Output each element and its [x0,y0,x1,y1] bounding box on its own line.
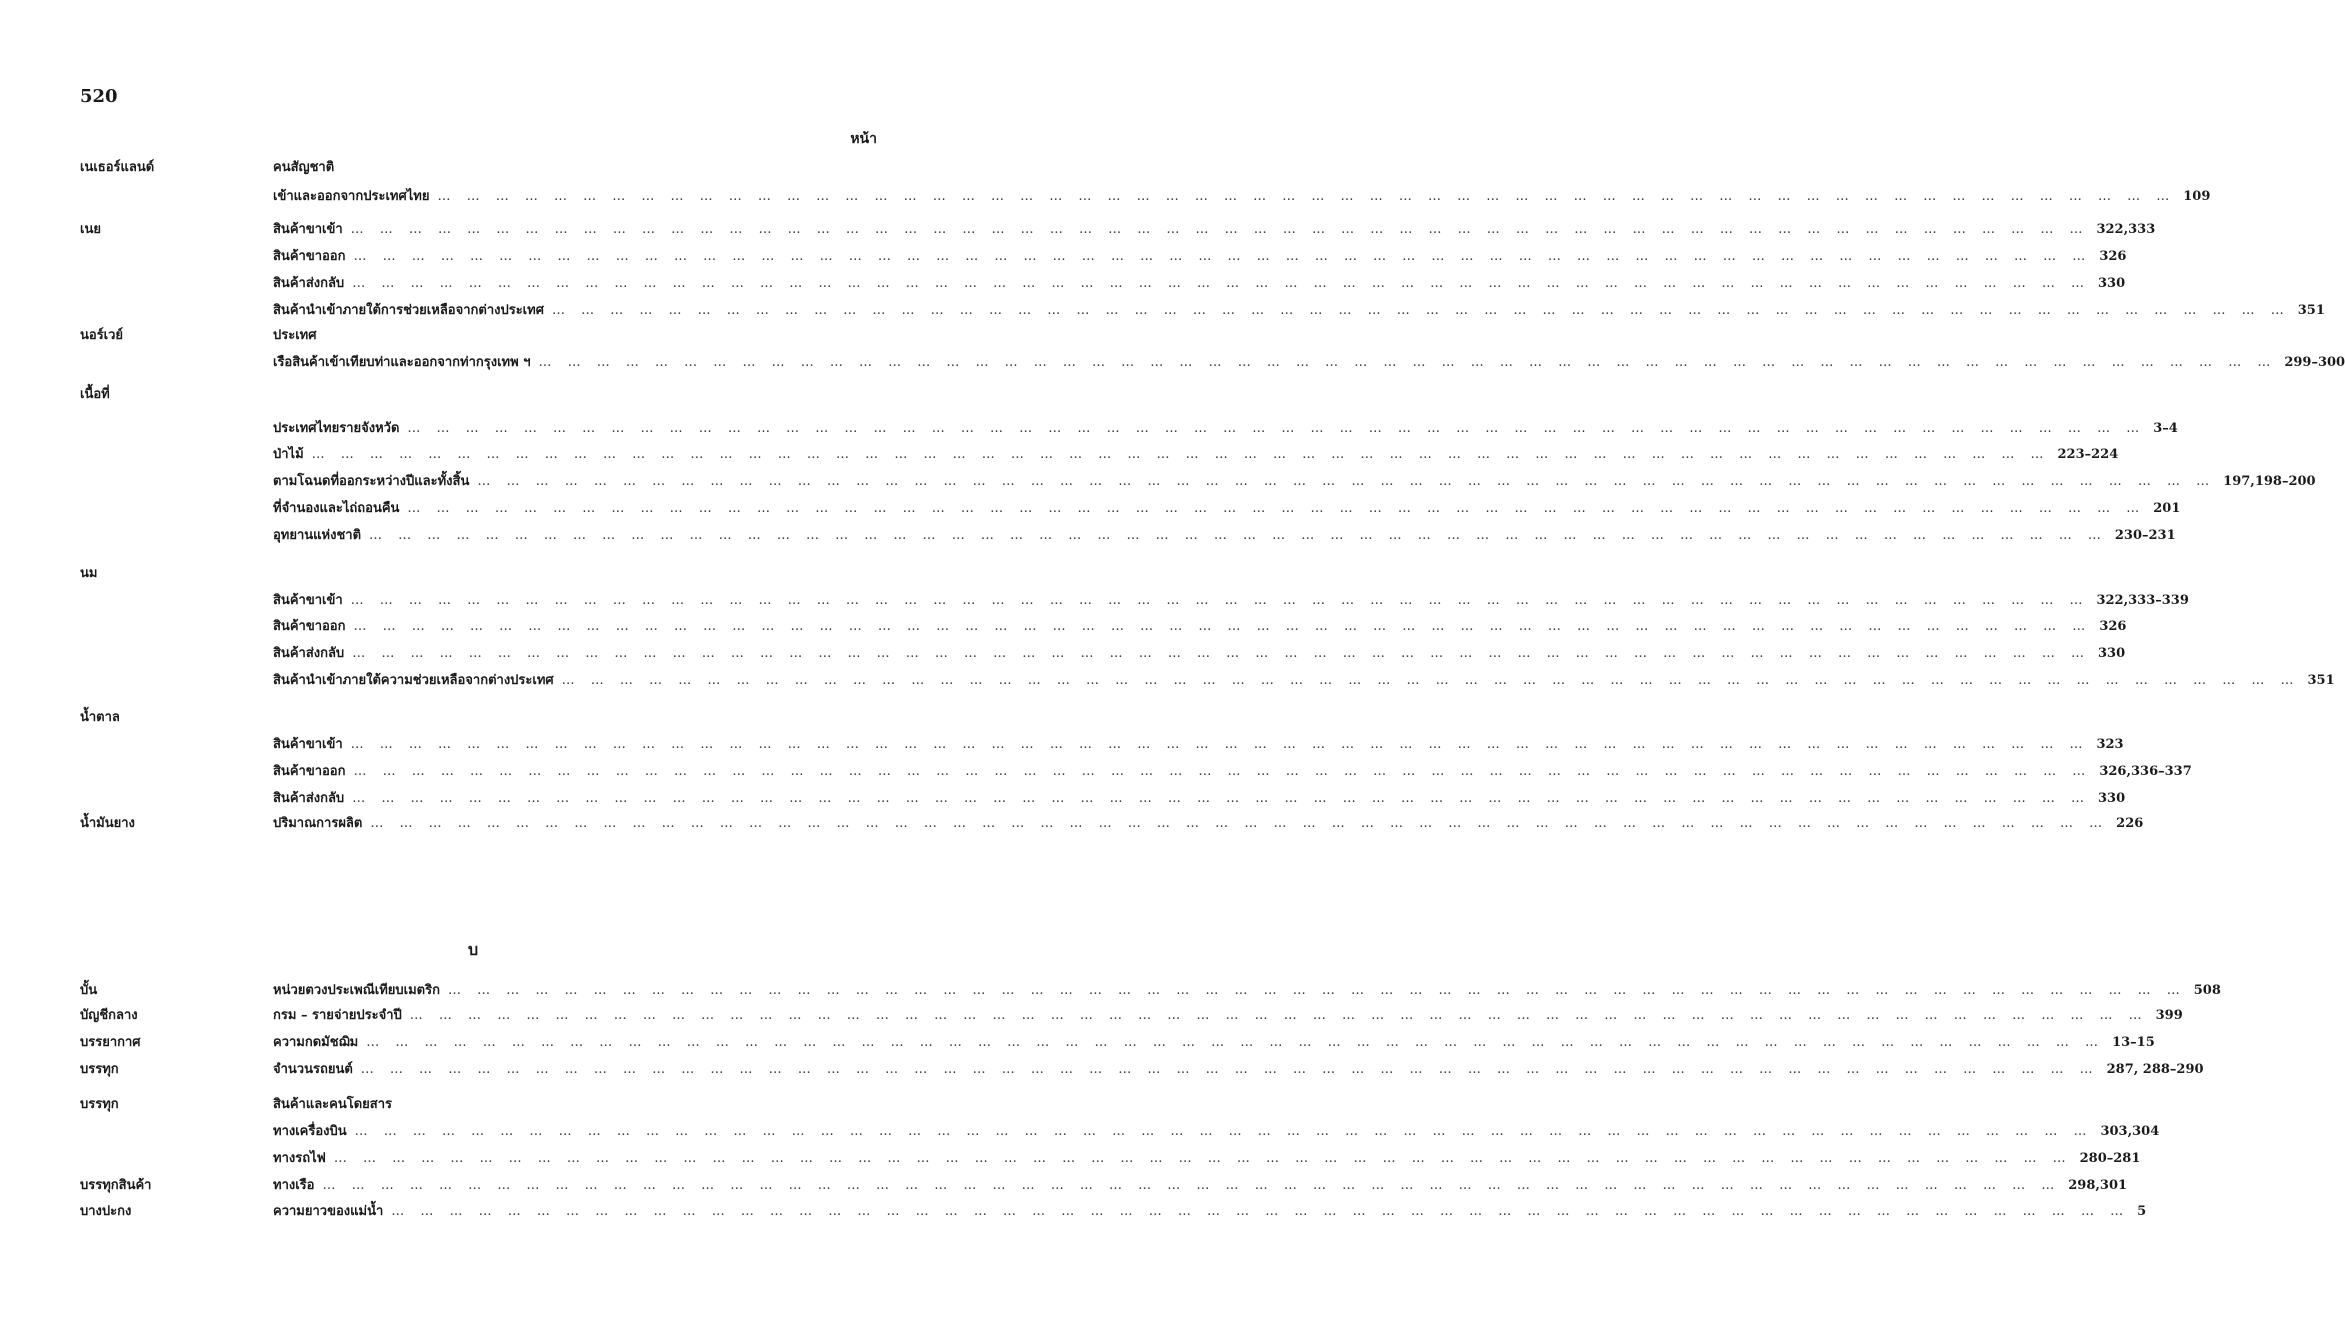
page-reference: 223–224 [2057,447,2119,462]
subentry-label: สินค้านำเข้าภายใต้ความช่วยเหลือจากต่างประเทศ [273,673,554,688]
index-subentry [273,787,2126,811]
page-number: 520 [80,86,118,107]
index-term: นม [80,566,98,581]
dot-leader: … … … … … … … … … … … … … … … … … … … … … … … … … … … … … … … … … … … … … … … … … … … … … … … … … … … … … … … … … … … … [354,1124,2093,1139]
index-term: บรรทุก [80,1062,119,1077]
dot-leader: … … … … … … … … … … … … … … … … … … … … … … … … … … … … … … … … … … … … … … … … … … … … … … … … … … … … … … … … … … … … [409,1008,2148,1023]
dot-leader: … … … … … … … … … … … … … … … … … … … … … … … … … … … … … … … … … … … … … … … … … … … … … … … … … … … … … … … … … … … … [353,619,2092,634]
index-entry-row [80,669,2335,693]
dot-leader: … … … … … … … … … … … … … … … … … … … … … … … … … … … … … … … … … … … … … … … … … … … … … … … … … … … … … … … … … … … … [437,189,2176,204]
index-subentry [273,979,2221,1003]
page-reference: 299–300 [2284,355,2345,370]
page-reference: 508 [2193,983,2221,998]
index-subentry [273,589,2189,613]
index-entry-row [80,733,2124,757]
dot-leader: … … … … … … … … … … … … … … … … … … … … … … … … … … … … … … … … … … … … … … … … … … … … … … … … … … … … … … … … … … … … [360,1062,2099,1077]
dot-leader: … … … … … … … … … … … … … … … … … … … … … … … … … … … … … … … … … … … … … … … … … … … … … … … … … … … … … … … … … … … … [353,764,2092,779]
index-entry-row [80,1031,2155,1055]
index-subentry [273,417,2178,441]
subentry-label: ประเทศไทยรายจังหวัด [273,421,400,436]
index-entry-row [80,1058,2204,1082]
page-reference: 326 [2099,249,2127,264]
dot-leader: … … … … … … … … … … … … … … … … … … … … … … … … … … … … … … … … … … … … … … … … … … … … … … … … … … … … … … … … … … … … [350,737,2089,752]
index-entry-row [80,1120,2160,1144]
page-reference: 351 [2297,303,2325,318]
page-reference: 399 [2155,1008,2183,1023]
dot-leader: … … … … … … … … … … … … … … … … … … … … … … … … … … … … … … … … … … … … … … … … … … … … … … … … … … … … … … … … … … … … [352,276,2091,291]
page-reference: 323 [2096,737,2124,752]
subentry-label: ปริมาณการผลิต [273,816,363,831]
subentry-label: ทางเครื่องบิน [273,1124,347,1139]
index-term: บรรทุก [80,1097,119,1112]
index-subentry [273,299,2325,323]
index-subentry [273,272,2126,296]
subentry-label: ทางเรือ [273,1178,315,1193]
index-subentry [273,156,334,180]
index-entry-row [80,245,2127,269]
page-column-header: หน้า [850,131,877,147]
index-subentry [273,1174,2128,1198]
index-subentry [273,524,2176,548]
index-entry-row [80,218,2156,242]
index-entry-row [80,470,2316,494]
index-entry-row [80,562,880,586]
dot-leader: … … … … … … … … … … … … … … … … … … … … … … … … … … … … … … … … … … … … … … … … … … … … … … … … … … … … … … … … … … … … [538,355,2277,370]
index-subentry [273,1147,2141,1171]
index-subentry [273,1058,2204,1082]
index-entry-row [80,615,2127,639]
dot-leader: … … … … … … … … … … … … … … … … … … … … … … … … … … … … … … … … … … … … … … … … … … … … … … … … … … … … … … … … … … … … [407,501,2146,516]
page-reference: 322,333 [2096,222,2156,237]
subentry-label: ความยาวของแม่น้ำ [273,1204,384,1219]
index-entry-row [80,351,2345,375]
index-subentry [273,642,2126,666]
page-reference: 3–4 [2153,421,2178,436]
index-entry-row [80,417,2178,441]
subentry-label: สินค้าส่งกลับ [273,646,345,661]
subentry-label: สินค้าส่งกลับ [273,276,345,291]
page-reference: 201 [2153,501,2181,516]
index-subentry [273,218,2156,242]
index-entry-row [80,443,2119,467]
index-term: นอร์เวย์ [80,328,124,343]
index-term: บรรทุกสินค้า [80,1178,152,1193]
dot-leader: … … … … … … … … … … … … … … … … … … … … … … … … … … … … … … … … … … … … … … … … … … … … … … … … … … … … … … … … … … … … [350,222,2089,237]
dot-leader: … … … … … … … … … … … … … … … … … … … … … … … … … … … … … … … … … … … … … … … … … … … … … … … … … … … … … … … … … … … … [311,447,2050,462]
index-term: เนเธอร์แลนด์ [80,160,155,175]
index-entry-row [80,760,2192,784]
index-entry-row [80,299,2325,323]
index-subentry [273,470,2316,494]
subentry-label: สินค้าขาออก [273,249,346,264]
index-subentry [273,497,2181,521]
section-letter: บ [468,940,479,959]
dot-leader: … … … … … … … … … … … … … … … … … … … … … … … … … … … … … … … … … … … … … … … … … … … … … … … … … … … … … … … … … … … … [322,1178,2061,1193]
index-entry-row [80,156,880,180]
subentry-label: สินค้าขาเข้า [273,222,343,237]
subentry-label: อุทยานแห่งชาติ [273,528,362,543]
page-reference: 326 [2099,619,2127,634]
index-entry-row [80,272,2126,296]
page-reference: 13–15 [2112,1035,2155,1050]
dot-leader: … … … … … … … … … … … … … … … … … … … … … … … … … … … … … … … … … … … … … … … … … … … … … … … … … … … … … … … … … … … … [551,303,2290,318]
index-entry-row [80,383,880,407]
dot-leader: … … … … … … … … … … … … … … … … … … … … … … … … … … … … … … … … … … … … … … … … … … … … … … … … … … … … … … … … … … … … [477,474,2216,489]
subentry-label: คนสัญชาติ [273,160,335,175]
index-subentry [273,812,2144,836]
index-subentry [273,443,2119,467]
dot-leader: … … … … … … … … … … … … … … … … … … … … … … … … … … … … … … … … … … … … … … … … … … … … … … … … … … … … … … … … … … … … [447,983,2186,998]
index-subentry [273,733,2124,757]
subentry-label: สินค้าขาออก [273,764,346,779]
index-entry-row [80,1093,880,1117]
dot-leader: … … … … … … … … … … … … … … … … … … … … … … … … … … … … … … … … … … … … … … … … … … … … … … … … … … … … … … … … … … … … [391,1204,2130,1219]
subentry-label: เรือสินค้าเข้าเทียบท่าและออกจากท่ากรุงเทพ ฯ [273,355,531,370]
index-entry-row [80,979,2221,1003]
index-subentry [273,185,2211,209]
page-reference: 303,304 [2100,1124,2160,1139]
page-reference: 330 [2098,791,2126,806]
index-entry-row [80,524,2176,548]
dot-leader: … … … … … … … … … … … … … … … … … … … … … … … … … … … … … … … … … … … … … … … … … … … … … … … … … … … … … … … … … … … … [369,528,2107,543]
subentry-label: ประเทศ [273,328,317,343]
index-subentry [273,351,2345,375]
index-subentry [273,1093,392,1117]
index-entry-row [80,706,880,730]
page-reference: 326,336–337 [2099,764,2192,779]
dot-leader: … … … … … … … … … … … … … … … … … … … … … … … … … … … … … … … … … … … … … … … … … … … … … … … … … … … … … … … … … … … … [561,673,2300,688]
page-reference: 230–231 [2114,528,2176,543]
dot-leader: … … … … … … … … … … … … … … … … … … … … … … … … … … … … … … … … … … … … … … … … … … … … … … … … … … … … … … … … … … … … [352,646,2091,661]
index-entry-row [80,812,2144,836]
subentry-label: สินค้าขาเข้า [273,593,343,608]
page-reference: 330 [2098,276,2126,291]
page-reference: 330 [2098,646,2126,661]
index-term: บรรยากาศ [80,1035,141,1050]
page-reference: 287, 288–290 [2106,1062,2204,1077]
subentry-label: สินค้าและคนโดยสาร [273,1097,392,1112]
subentry-label: ทางรถไฟ [273,1151,326,1166]
index-term: บัญชีกลาง [80,1008,138,1023]
page-reference: 109 [2183,189,2211,204]
index-subentry [273,1031,2155,1055]
dot-leader: … … … … … … … … … … … … … … … … … … … … … … … … … … … … … … … … … … … … … … … … … … … … … … … … … … … … … … … … … … … … [352,791,2091,806]
subentry-label: จำนวนรถยนต์ [273,1062,353,1077]
index-entry-row [80,1174,2128,1198]
subentry-label: ป่าไม้ [273,447,304,462]
subentry-label: เข้าและออกจากประเทศไทย [273,189,430,204]
dot-leader: … … … … … … … … … … … … … … … … … … … … … … … … … … … … … … … … … … … … … … … … … … … … … … … … … … … … … … … … … … … … [350,593,2089,608]
index-entry-row [80,185,2211,209]
subentry-label: ที่จำนองและไถ่ถอนคืน [273,501,400,516]
subentry-label: ตามโฉนดที่ออกระหว่างปีและทั้งสิ้น [273,474,470,489]
index-term: บั้น [80,983,98,998]
index-term: เนย [80,222,101,237]
index-entry-row [80,1004,2183,1028]
page-reference: 351 [2307,673,2335,688]
subentry-label: สินค้านำเข้าภายใต้การช่วยเหลือจากต่างประเทศ [273,303,544,318]
index-subentry [273,615,2127,639]
subentry-label: หน่วยตวงประเพณีเทียบเมตริก [273,983,440,998]
index-subentry [273,245,2127,269]
subentry-label: สินค้าขาเข้า [273,737,343,752]
index-term: น้ำมันยาง [80,816,135,831]
index-subentry [273,669,2335,693]
index-entry-row [80,589,2189,613]
index-entry-row [80,1147,2141,1171]
index-subentry [273,324,316,348]
index-term: เนื้อที่ [80,387,110,402]
index-subentry [273,1200,2147,1224]
dot-leader: … … … … … … … … … … … … … … … … … … … … … … … … … … … … … … … … … … … … … … … … … … … … … … … … … … … … … … … … … … … … [407,421,2146,436]
subentry-label: ความกดมัชฌิม [273,1035,359,1050]
index-subentry [273,1004,2183,1028]
index-term: น้ำตาล [80,710,120,725]
index-entry-row [80,324,880,348]
dot-leader: … … … … … … … … … … … … … … … … … … … … … … … … … … … … … … … … … … … … … … … … … … … … … … … … … … … … … … … … … … … … [353,249,2092,264]
page-reference: 197,198–200 [2223,474,2316,489]
index-entry-row [80,497,2181,521]
index-term: บางปะกง [80,1204,132,1219]
page-reference: 322,333–339 [2096,593,2189,608]
index-entry-row [80,642,2126,666]
page-reference: 226 [2116,816,2144,831]
subentry-label: สินค้าขาออก [273,619,346,634]
index-entry-row [80,1200,2147,1224]
page-reference: 280–281 [2079,1151,2141,1166]
dot-leader: … … … … … … … … … … … … … … … … … … … … … … … … … … … … … … … … … … … … … … … … … … … … … … … … … … … … … … … … … … … … [333,1151,2072,1166]
index-subentry [273,1120,2160,1144]
page-reference: 5 [2137,1204,2147,1219]
page-reference: 298,301 [2068,1178,2128,1193]
index-entry-row [80,787,2126,811]
dot-leader: … … … … … … … … … … … … … … … … … … … … … … … … … … … … … … … … … … … … … … … … … … … … … … … … … … … … … … … … … … … … [366,1035,2105,1050]
subentry-label: กรม – รายจ่ายประจำปี [273,1008,402,1023]
dot-leader: … … … … … … … … … … … … … … … … … … … … … … … … … … … … … … … … … … … … … … … … … … … … … … … … … … … … … … … … … … … … [370,816,2109,831]
index-subentry [273,760,2192,784]
subentry-label: สินค้าส่งกลับ [273,791,345,806]
